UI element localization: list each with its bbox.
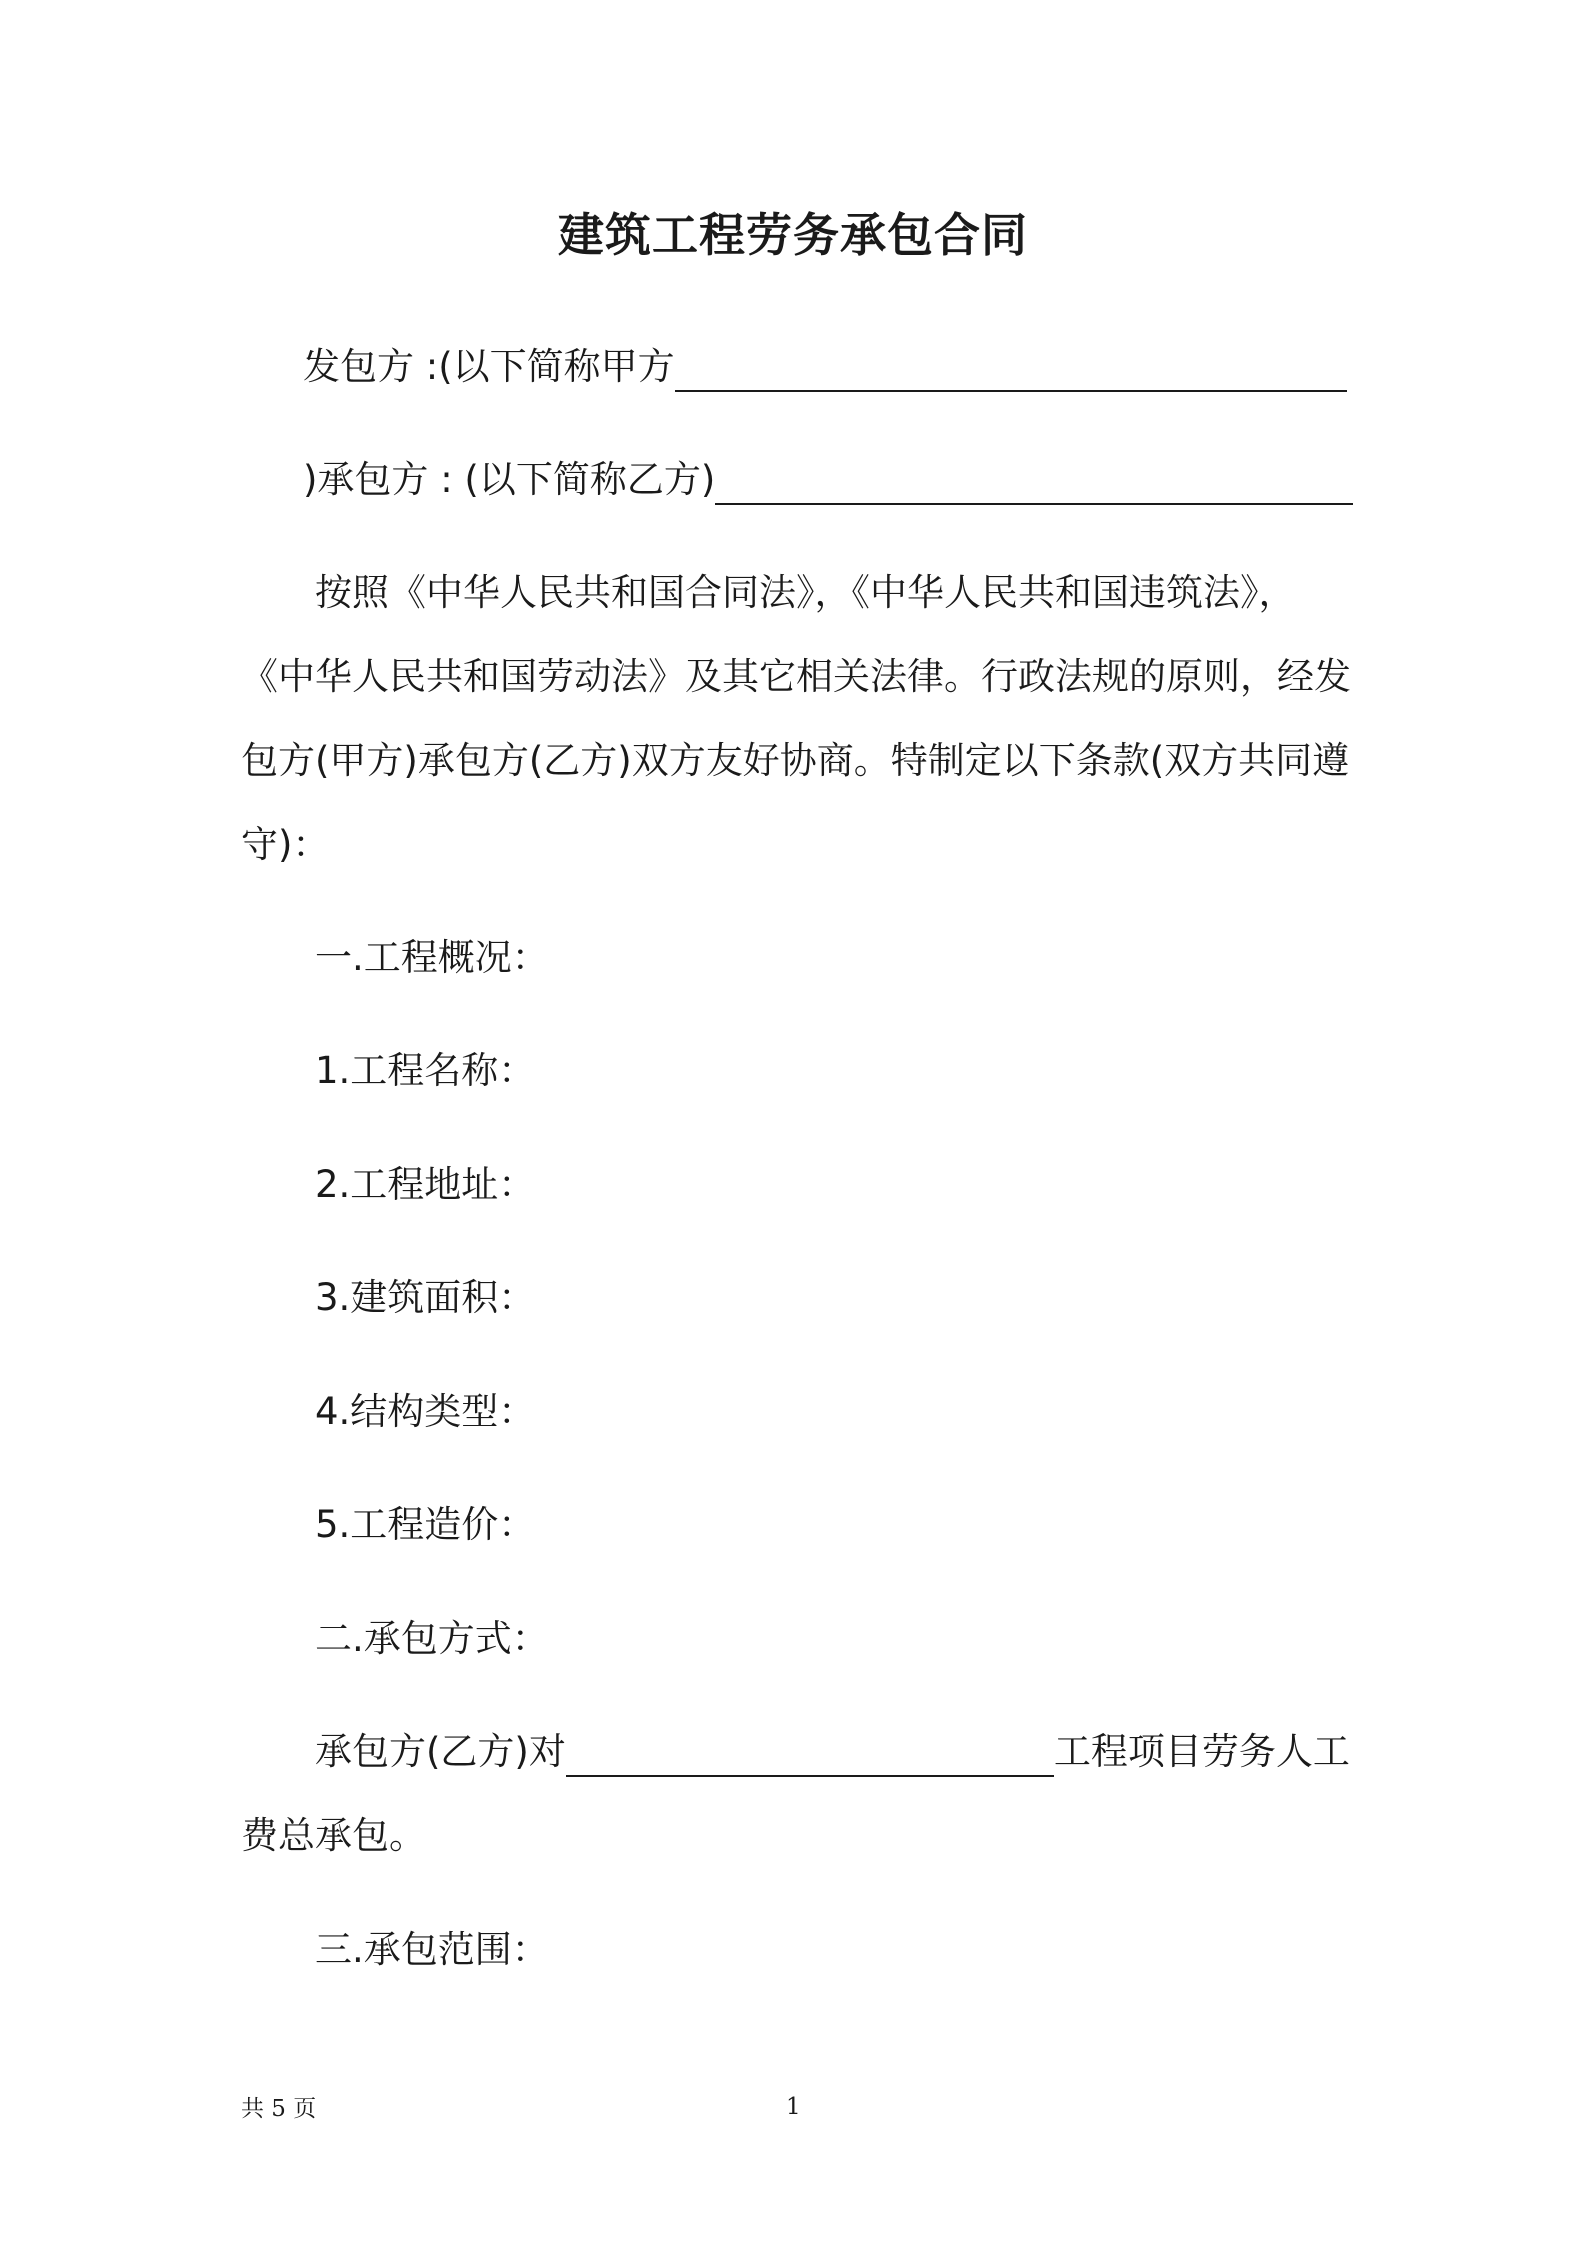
project-name-blank <box>566 1731 1054 1777</box>
party-a-line <box>303 342 1347 392</box>
contract-method-line-1 <box>315 1727 1350 1777</box>
footer-total-pages: 共 5 页 <box>241 2096 317 2122</box>
section2-heading: 二.承包方式： <box>315 1617 549 1660</box>
preamble-line-2: 《中华人民共和国劳动法》及其它相关法律。行政法规的原则，经发 <box>241 655 1351 698</box>
preamble-line-4: 守)： <box>241 823 330 866</box>
party-a-label: 发包方 :(以下简称甲方 <box>303 345 675 388</box>
preamble-line-3: 包方(甲方)承包方(乙方)双方友好协商。特制定以下条款(双方共同遵 <box>241 739 1350 782</box>
footer-page-number: 1 <box>786 2094 801 2120</box>
preamble-line-1: 按照《中华人民共和国合同法》，《中华人民共和国违筑法》， <box>315 571 1296 614</box>
section3-heading: 三.承包范围： <box>315 1928 549 1971</box>
item-building-area: 3.建筑面积： <box>315 1276 536 1319</box>
section1-heading: 一.工程概况： <box>315 936 549 979</box>
item-structure-type: 4.结构类型： <box>315 1390 536 1433</box>
contract-method-prefix: 承包方(乙方)对 <box>315 1730 566 1773</box>
party-b-blank <box>715 459 1353 505</box>
contract-method-suffix: 工程项目劳务人工 <box>1053 1730 1350 1773</box>
contract-method-line-2: 费总承包。 <box>241 1814 426 1857</box>
party-a-blank <box>675 346 1347 392</box>
item-project-address: 2.工程地址： <box>315 1163 536 1206</box>
party-b-label: )承包方 : (以下简称乙方) <box>303 458 716 501</box>
item-project-cost: 5.工程造价： <box>315 1503 536 1546</box>
document-title: 建筑工程劳务承包合同 <box>558 208 1028 262</box>
item-project-name: 1.工程名称： <box>315 1049 536 1092</box>
party-b-line <box>303 455 1353 505</box>
